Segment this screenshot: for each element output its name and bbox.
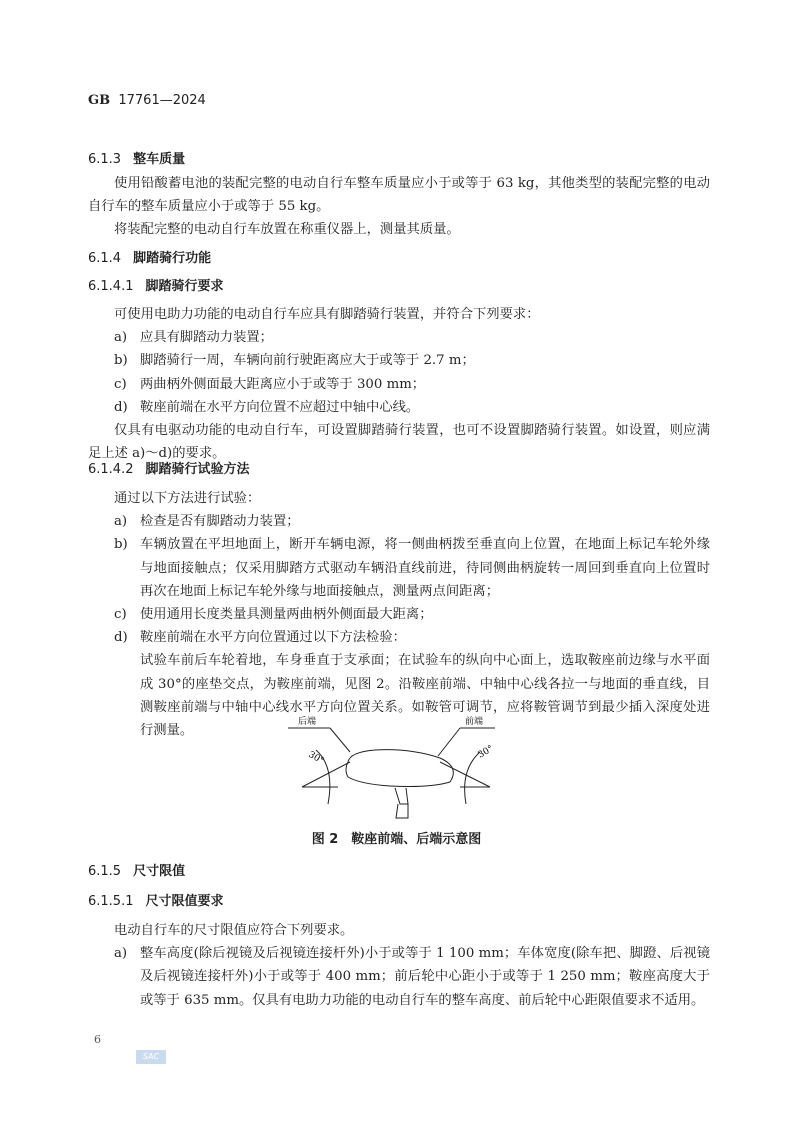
- sac-logo: SAC: [136, 1050, 166, 1064]
- list-item: a) 应具有脚踏动力装置；: [114, 330, 273, 346]
- section-6-1-5-1-body: [88, 919, 710, 1012]
- heading-6-1-4: 6.1.4 脚踏骑行功能: [88, 251, 212, 266]
- list-item: a) 检查是否有脚踏动力装置；: [114, 514, 300, 530]
- heading-6-1-3: 6.1.3 整车质量: [88, 152, 186, 167]
- list-item: c) 使用通用长度类量具测量两曲柄外侧面最大距离；: [114, 607, 433, 623]
- paragraph: 可使用电助力功能的电动自行车应具有脚踏骑行装置，并符合下列要求：: [114, 307, 540, 322]
- label-front-end: 前端: [465, 717, 484, 727]
- heading-6-1-5-1: 6.1.5.1 尺寸限值要求: [88, 894, 224, 909]
- heading-6-1-5: 6.1.5 尺寸限值: [88, 864, 186, 879]
- angle-label-right: 30°: [476, 743, 496, 761]
- list-item: d) 鞍座前端在水平方向位置通过以下方法检验：: [114, 630, 406, 646]
- page-number: 6: [94, 1033, 101, 1046]
- paragraph: 仅具有电驱动功能的电动自行车，可设置脚踏骑行装置，也可不设置脚踏骑行装置。如设置，则应满足上述 a)～d)的要求。: [88, 423, 710, 462]
- section-6-1-4-2-body: [88, 487, 710, 742]
- figure-caption: 图 2 鞍座前端、后端示意图: [311, 832, 482, 847]
- paragraph: 使用铅酸蓄电池的装配完整的电动自行车整车质量应小于或等于 63 kg，其他类型的装配完整的电动自行车的整车质量应小于或等于 55 kg。: [88, 176, 710, 215]
- saddle-diagram: [280, 712, 520, 822]
- standard-header: GB 17761—2024: [88, 93, 206, 108]
- paragraph: 电动自行车的尺寸限值应符合下列要求。: [114, 923, 354, 938]
- paragraph: 将装配完整的电动自行车放置在称重仪器上，测量其质量。: [114, 222, 460, 238]
- label-rear-end: 后端: [298, 717, 317, 727]
- section-6-1-3-body: [88, 172, 710, 242]
- list-item: d) 鞍座前端在水平方向位置不应超过中轴中心线。: [114, 399, 420, 415]
- heading-6-1-4-1: 6.1.4.1 脚踏骑行要求: [88, 279, 224, 294]
- paragraph: 通过以下方法进行试验：: [114, 491, 261, 506]
- section-6-1-4-1-body: [88, 303, 710, 465]
- list-item: b) 车辆放置在平坦地面上，断开车辆电源，将一侧曲柄拨至垂直向上位置，在地面上标记车轮外缘与地面接触点；仅采用脚踏方式驱动车辆沿直线前进，待同侧曲柄旋转一周回到垂直向上位置时再次在地面上标记车轮外缘与地面接触点，测量两点间距离；: [114, 537, 710, 599]
- angle-label-left: 30°: [306, 749, 326, 767]
- list-item: a) 整车高度(除后视镜及后视镜连接杆外)小于或等于 1 100 mm；车体宽度(除车把、脚蹬、后视镜及后视镜连接杆外)小于或等于 400 mm；前后轮中心距小于或等于 1 250 mm；鞍座高度大于或等于 635 mm。仅具有电助力功能的电动自行车的整车高度、前后轮中心距限值要求不适用。: [114, 946, 710, 1008]
- list-item: b) 脚踏骑行一周，车辆向前行驶距离应大于或等于 2.7 m；: [114, 353, 475, 369]
- list-item-detail: 试验车前后车轮着地，车身垂直于支承面；在试验车的纵向中心面上，选取鞍座前边缘与水平面成 30°的座垫交点，为鞍座前端，见图 2。沿鞍座前端、中轴中心线各拉一与地面的垂直线，目测鞍座前端与中轴中心线水平方向位置关系。如鞍管可调节，应将鞍管调节到最少插入深度处进行测量。: [140, 653, 710, 739]
- list-item: c) 两曲柄外侧面最大距离应小于或等于 300 mm；: [114, 376, 426, 392]
- heading-6-1-4-2: 6.1.4.2 脚踏骑行试验方法: [88, 462, 250, 477]
